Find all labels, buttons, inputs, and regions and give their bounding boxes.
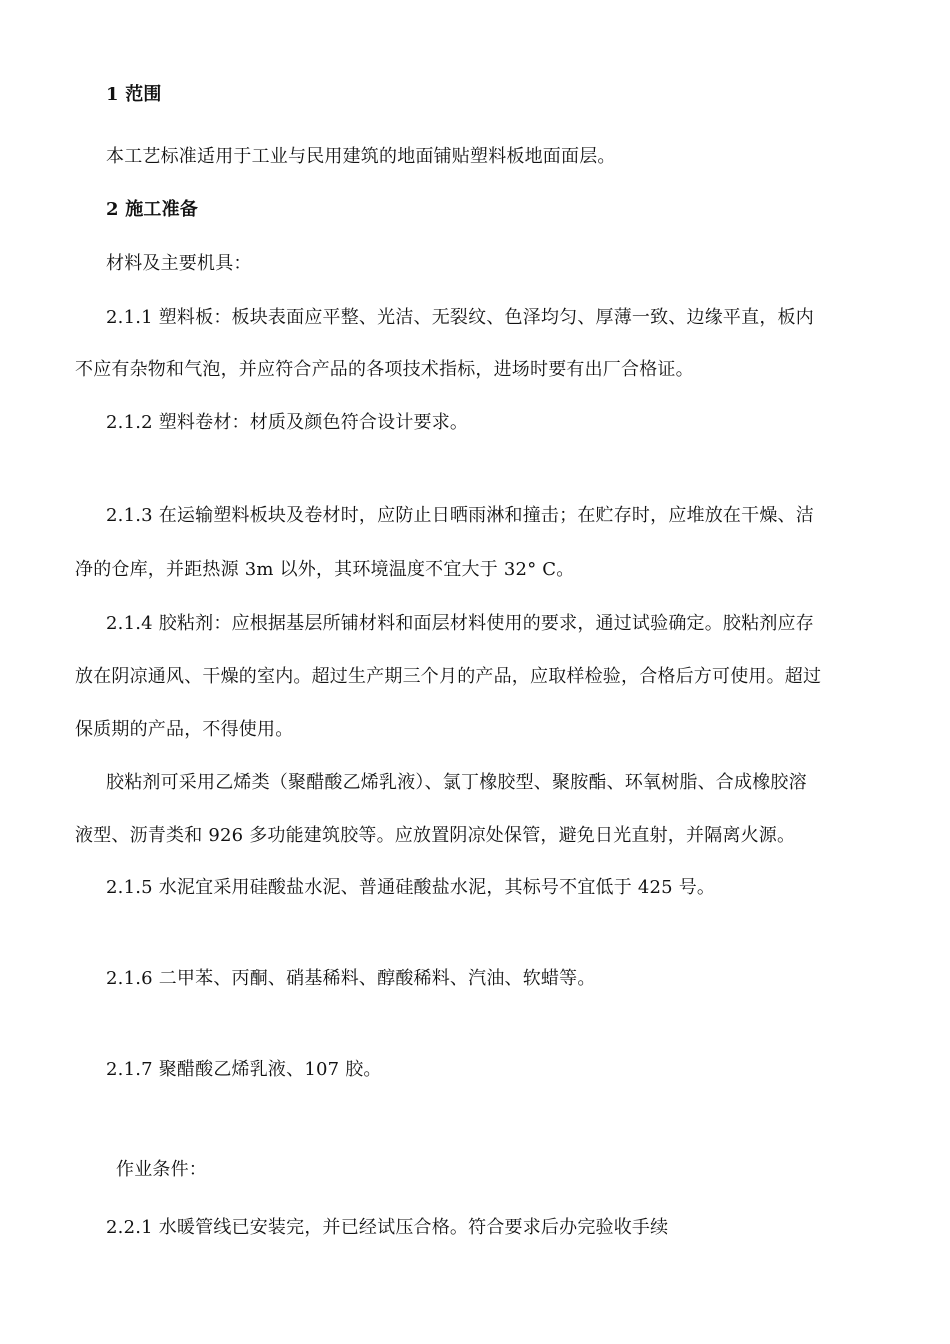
paragraph-2-1-5: 2.1.5 水泥宜采用硅酸盐水泥、普通硅酸盐水泥，其标号不宜低于 425 号。: [106, 877, 716, 898]
paragraph-2-1-1-line-2: 不应有杂物和气泡，并应符合产品的各项技术指标，进场时要有出厂合格证。: [75, 359, 694, 380]
paragraph-2-1-6: 2.1.6 二甲苯、丙酮、硝基稀料、醇酸稀料、汽油、软蜡等。: [106, 968, 596, 989]
section-1-title: 1 范围: [106, 84, 162, 105]
glue-paragraph-line-1: 胶粘剂可采用乙烯类（聚醋酸乙烯乳液）、氯丁橡胶型、聚胺酯、环氧树脂、合成橡胶溶: [106, 772, 807, 793]
paragraph-2-1-4-line-2: 放在阴凉通风、干燥的室内。超过生产期三个月的产品，应取样检验，合格后方可使用。超过: [75, 666, 822, 687]
paragraph-2-1-2: 2.1.2 塑料卷材：材质及颜色符合设计要求。: [106, 412, 469, 433]
section-2-title: 2 施工准备: [106, 199, 198, 220]
glue-paragraph-line-2: 液型、沥青类和 926 多功能建筑胶等。应放置阴凉处保管，避免日光直射，并隔离火源。: [75, 825, 796, 846]
work-conditions-label: 作业条件：: [116, 1159, 207, 1180]
paragraph-2-1-3-line-2: 净的仓库，并距热源 3m 以外，其环境温度不宜大于 32° C。: [75, 559, 575, 580]
paragraph-2-1-4-line-1: 2.1.4 胶粘剂：应根据基层所铺材料和面层材料使用的要求，通过试验确定。胶粘剂应存: [106, 613, 814, 634]
section-1-paragraph: 本工艺标准适用于工业与民用建筑的地面铺贴塑料板地面面层。: [106, 146, 616, 167]
paragraph-2-1-7: 2.1.7 聚醋酸乙烯乳液、107 胶。: [106, 1059, 382, 1080]
paragraph-2-1-1-line-1: 2.1.1 塑料板：板块表面应平整、光洁、无裂纹、色泽均匀、厚薄一致、边缘平直，板内: [106, 307, 814, 328]
materials-label: 材料及主要机具：: [106, 253, 252, 274]
paragraph-2-1-3-line-1: 2.1.3 在运输塑料板块及卷材时，应防止日晒雨淋和撞击；在贮存时，应堆放在干燥、洁: [106, 505, 814, 526]
paragraph-2-1-4-line-3: 保质期的产品，不得使用。: [75, 719, 294, 740]
paragraph-2-2-1: 2.2.1 水暖管线已安装完，并已经试压合格。符合要求后办完验收手续: [106, 1217, 669, 1238]
